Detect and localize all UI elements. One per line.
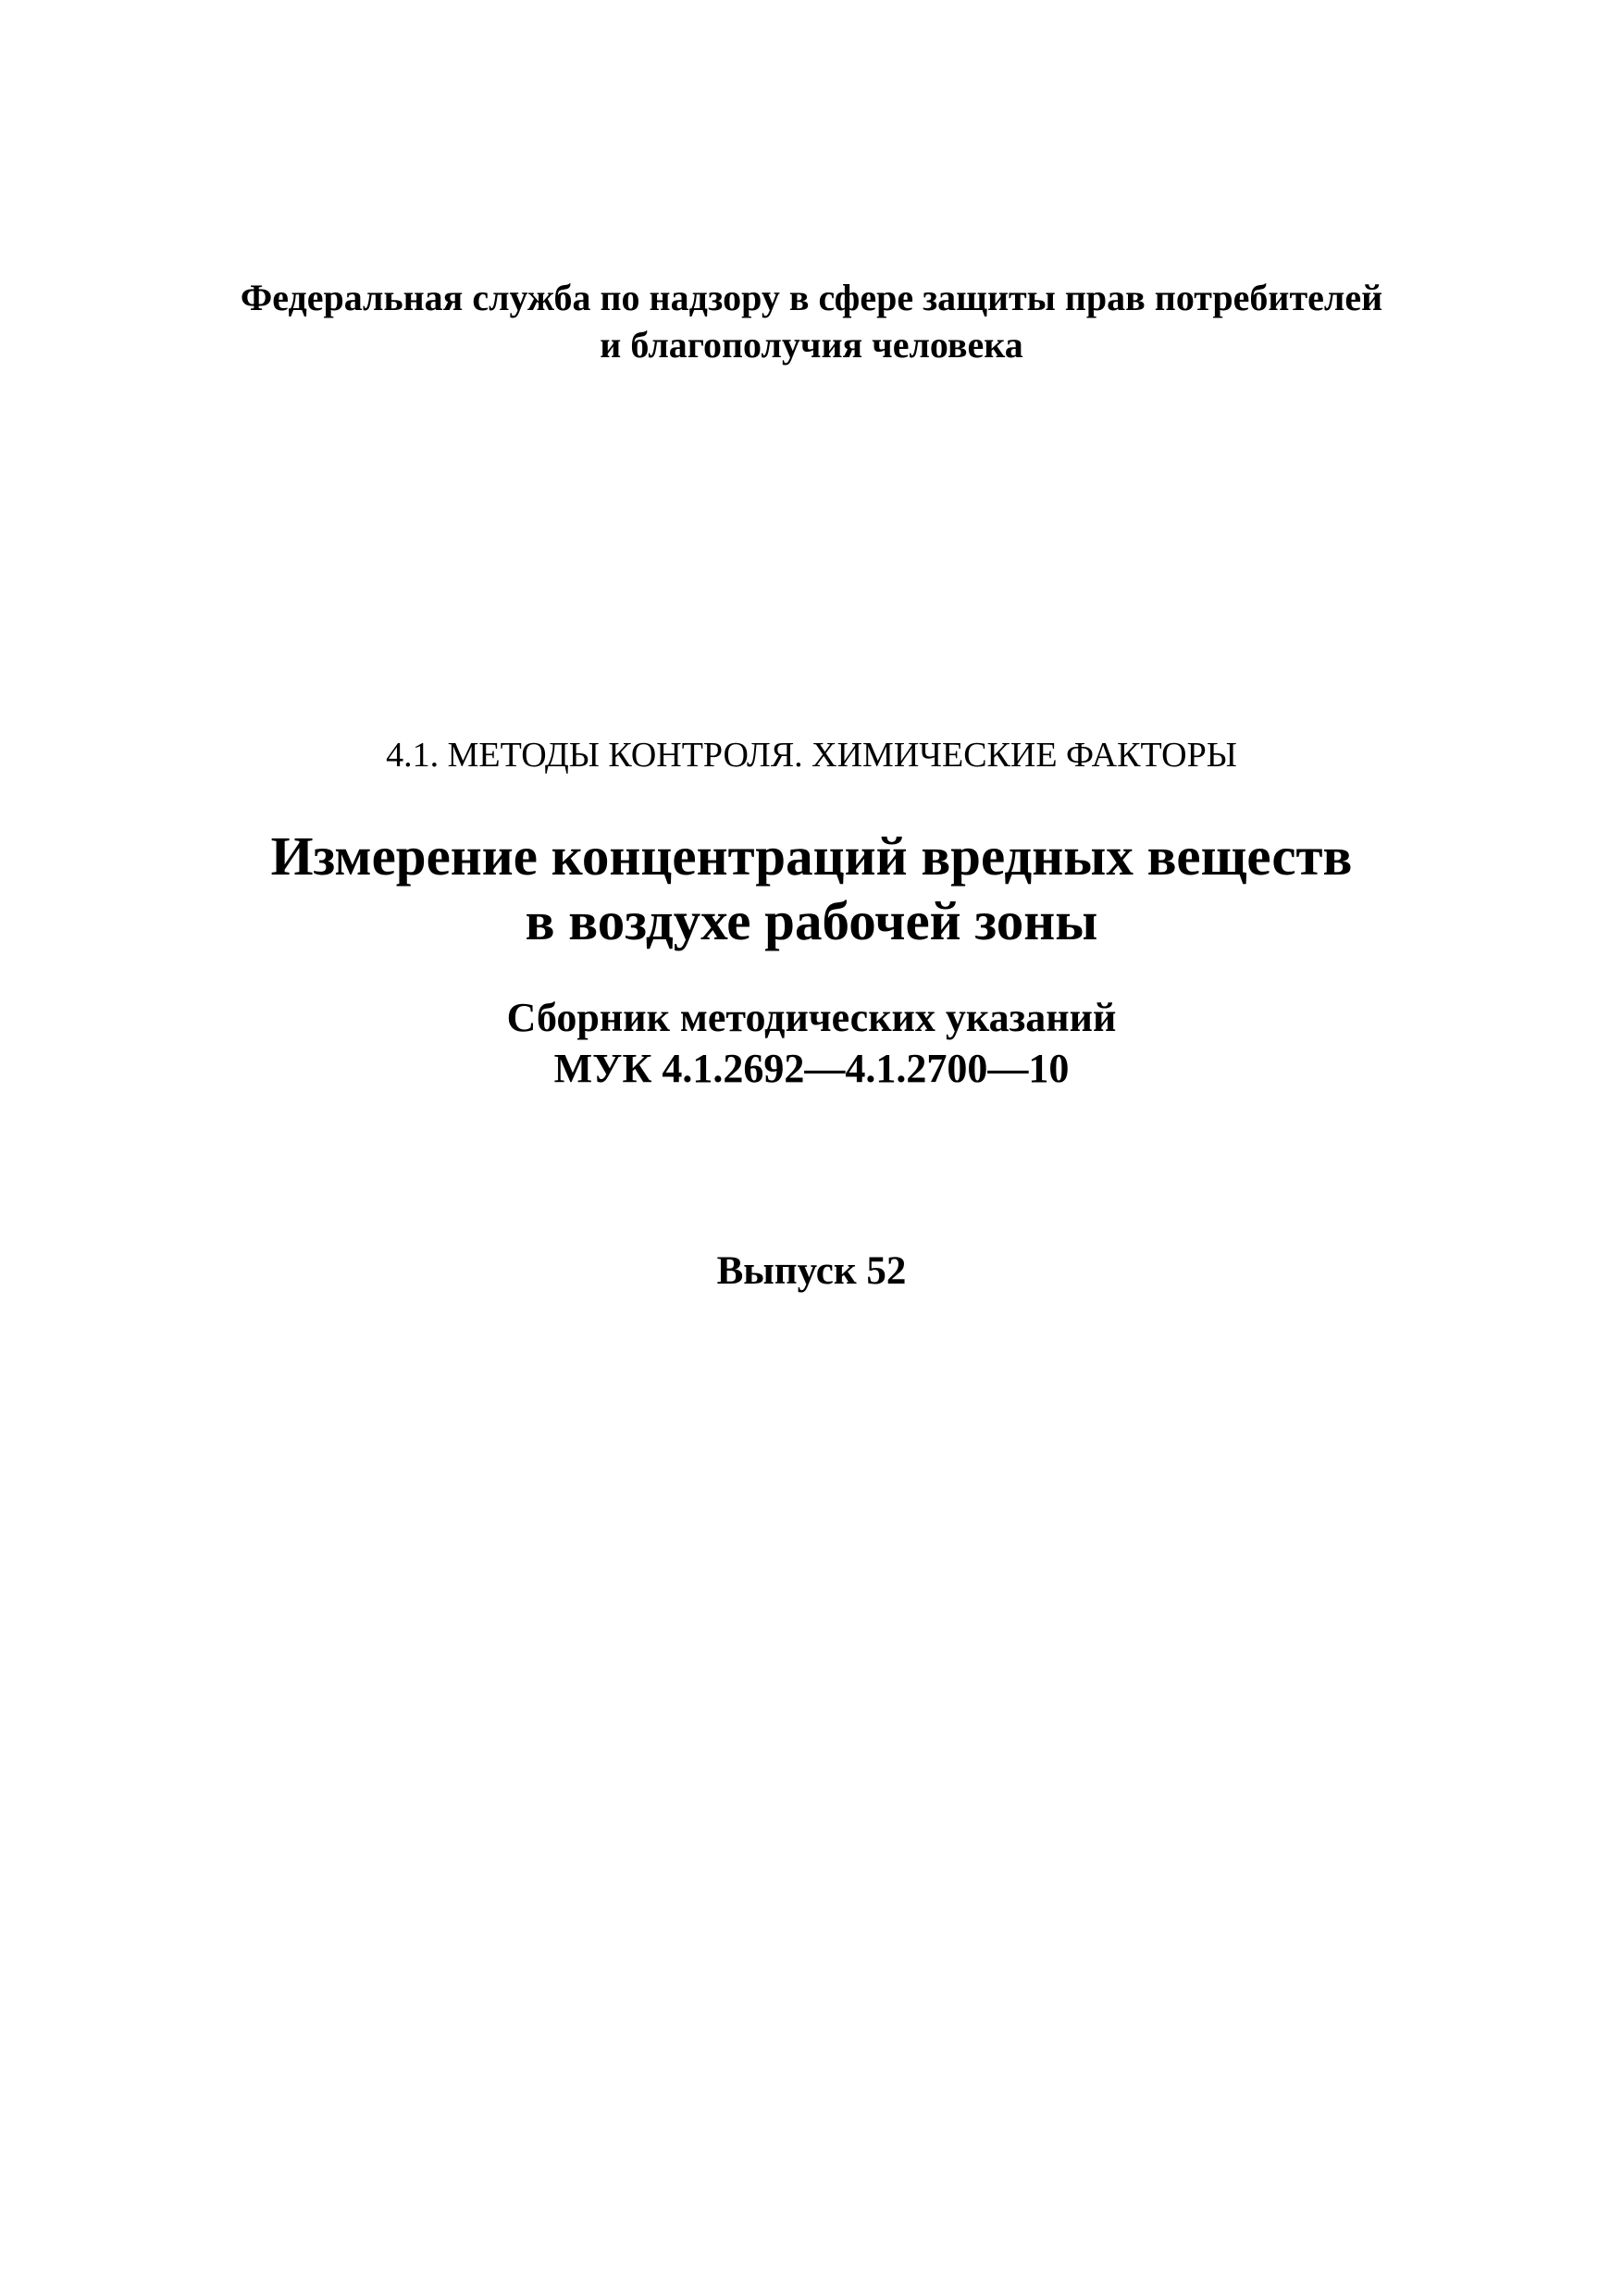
document-title (0, 824, 1623, 953)
issue-label: Выпуск 52 (716, 1249, 907, 1293)
collection-label: Сборник методических указаний (506, 995, 1117, 1040)
document-title-line-2: в воздухе рабочей зоны (525, 890, 1098, 951)
issue-number (0, 1247, 1623, 1296)
document-title-line-1: Измерение концентраций вредных веществ (270, 825, 1353, 887)
section-category-text: 4.1. МЕТОДЫ КОНТРОЛЯ. ХИМИЧЕСКИЕ ФАКТОРЫ (386, 736, 1237, 775)
document-code: МУК 4.1.2692—4.1.2700—10 (553, 1046, 1070, 1091)
organization-heading (0, 274, 1623, 368)
section-category (0, 733, 1623, 777)
document-subtitle (0, 992, 1623, 1094)
organization-line-1: Федеральная служба по надзору в сфере защиты прав потребителей (240, 277, 1383, 318)
organization-line-2: и благополучия человека (600, 324, 1023, 366)
